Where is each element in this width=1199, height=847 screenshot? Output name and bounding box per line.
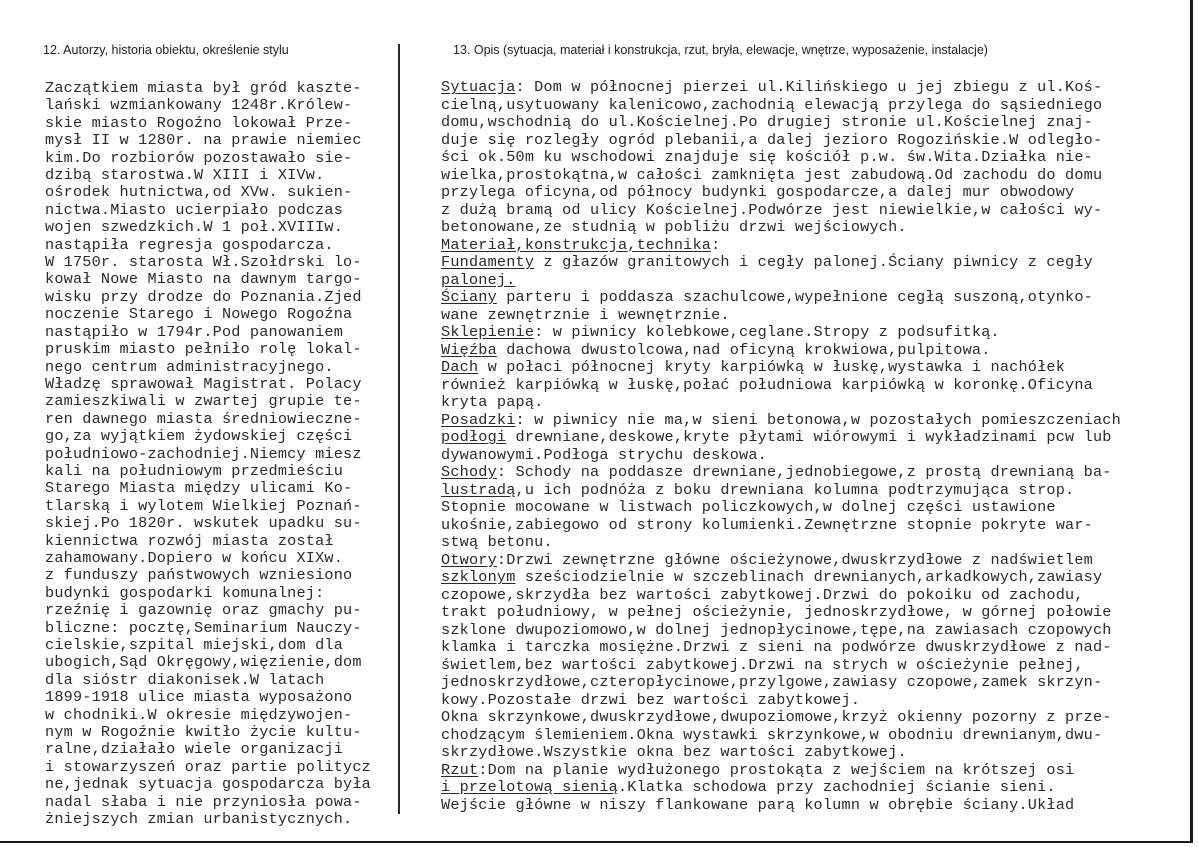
description-text-segment: cielną,usytuowany kalenicowo,zachodnią elewacją przylega do sąsiedniego [441, 95, 1103, 114]
history-text-line: cielskie,szpital miejski,dom dla [45, 636, 344, 654]
section-heading-label: Ściany [441, 288, 497, 306]
history-text-line: bliczne: pocztę,Seminarium Nauczy- [45, 618, 362, 637]
section-heading-label: Sklepienie [441, 323, 535, 341]
history-text-line: nastąpiło w 1794r.Pod panowaniem [45, 322, 344, 341]
description-text-line [441, 324, 1121, 342]
description-text-segment: : Dom w północnej pierzei ul.Kilińskiego u jej zbiegu z ul.Koś- [515, 78, 1103, 96]
history-text-line: 1899-1918 ulice miasta wyposażono [45, 688, 353, 707]
description-text-line [441, 97, 1121, 115]
history-text-line: Starego Miasta między ulicami Ko- [45, 479, 353, 498]
description-text-segment: kryta papą. [441, 393, 544, 411]
description-text-segment: z dużą bramą od ulicy Kościelnej.Podwórze jest niewielkie,w całości wy- [441, 200, 1103, 219]
description-text-segment: .Klatka schodowa przy zachodniej ścianie sieni. [617, 778, 1056, 796]
description-text-line [441, 709, 1121, 727]
description-text-segment: wane zewnętrznie i wewnętrznie. [441, 305, 730, 324]
history-text-line: z funduszy państwowych wzniesiono [45, 566, 353, 585]
history-text-line: południowo-zachodniej.Niemcy miesz [45, 444, 362, 463]
history-text-line: dzibą starostwa.W XIII i XIVw. [45, 166, 325, 185]
history-text-line: pruskim miasto pełniło rolę lokal- [45, 340, 362, 359]
description-text-segment: duje się rozległy ogród plebanii,a dalej jezioro Rogozińskie.W odległo- [441, 130, 1103, 149]
history-text-line: budynki gospodarki komunalnej: [45, 583, 325, 602]
description-text-line [441, 149, 1121, 167]
description-text-segment: również karpiówką w łuskę,połać południowa karpiówką w koronkę.Oficyna [441, 375, 1093, 394]
description-text-line [441, 79, 1121, 97]
description-text-segment: Stopnie mocowane w listwach policzkowych,w dolnej części ustawione [441, 498, 1056, 516]
section-heading-label: lustradą [441, 480, 516, 499]
section-heading-label: Rzut [441, 760, 479, 779]
description-text-segment: dachowa dwustolcowa,nad oficyną krokwiowa,pulpitowa. [496, 340, 991, 359]
history-text-line: Władzę sprawował Magistrat. Polacy [45, 374, 362, 393]
section-heading-label: Materiał,konstrukcja,technika [441, 235, 712, 254]
description-text-segment: : w piwnicy kolebkowe,ceglane.Stropy z podsufitką. [534, 323, 1000, 341]
description-text-line [441, 132, 1121, 150]
description-text-line [441, 552, 1121, 570]
section-heading-label: Dach [441, 358, 479, 376]
history-text-line: noczenie Starego i Nowego Rogoźna [45, 305, 353, 324]
description-text-segment: domu,wschodnią do ul.Kościelnej.Po drugiej stronie ul.Kościelnej znaj- [441, 113, 1093, 131]
description-text-line [441, 762, 1121, 780]
description-text-line [441, 254, 1121, 272]
left-column-header: 12. Autorzy, historia obiektu, określenie stylu [43, 43, 289, 57]
description-text-line [441, 202, 1121, 220]
description-text-line [441, 622, 1121, 640]
history-text-line: w chodniki.W okresie międzywojen- [45, 705, 353, 724]
history-text-line: skie miasto Rogoźno lokował Prze- [45, 113, 353, 132]
description-text-line [441, 604, 1121, 622]
section-heading-label: podłogi [441, 428, 507, 446]
description-text-segment: : w piwnicy nie ma,w sieni betonowa,w pozostałych pomieszczeniach [515, 410, 1121, 429]
description-text-segment: parteru i poddasza szachulcowe,wypełnione cegłą suszoną,otynko- [496, 288, 1093, 306]
description-text-line [441, 674, 1121, 692]
section-heading-label: Otwory [441, 550, 497, 569]
section-heading-label: Sytuacja [441, 78, 516, 96]
column-divider [398, 44, 400, 814]
history-text-line: dla sióstr diakonisek.W latach [45, 670, 325, 689]
history-text-line: ne,jednak sytuacja gospodarcza była [45, 775, 371, 794]
description-text-line [441, 797, 1121, 815]
history-text-line: ralne,działało wiele organizacji [45, 740, 344, 759]
description-text-line [441, 692, 1121, 710]
history-text-line: nictwa.Miasto ucierpiało podczas [45, 200, 344, 219]
description-text-segment: ukośnie,zabiegowo od strony kolumienki.Zewnętrzne stopnie pokryte war- [441, 515, 1093, 534]
description-text-segment: świetlem,bez wartości zabytkowej.Drzwi na strych w ościeżynie pełnej, [441, 655, 1084, 674]
description-text-line [441, 534, 1121, 552]
section-heading-label: Posadzki [441, 410, 516, 429]
history-text-line: Zaczątkiem miasta był gród kaszte- [45, 79, 362, 97]
description-text-segment: stwą betonu. [441, 533, 553, 551]
description-text-segment: :Dom na planie wydłużonego prostokąta z wejściem na krótszej osi [478, 760, 1075, 779]
description-text-segment: : Schody na poddasze drewniane,jednobiegowe,z prostą drewnianą ba- [496, 463, 1112, 481]
history-text-line: skiej.Po 1820r. wskutek upadku su- [45, 514, 362, 533]
description-text-line [441, 517, 1121, 535]
history-text-line: nadal słaba i nie przyniosła powa- [45, 792, 362, 811]
description-text-segment: Okna skrzynkowe,dwuskrzydłowe,dwupoziomowe,krzyż okienny pozorny z prze- [441, 708, 1112, 726]
description-text-line [441, 114, 1121, 132]
description-text-segment: jednoskrzydłowe,czteropłycinowe,przylgowe,zawiasy czopowe,zamek skrzyn- [441, 673, 1103, 691]
description-text-line [441, 412, 1121, 430]
history-text-line: tlarską i wylotem Wielkiej Poznań- [45, 496, 362, 515]
description-text-line [441, 464, 1121, 482]
history-text-line: ubogich,Sąd Okręgowy,więzienie,dom [45, 653, 362, 672]
description-text-line [441, 744, 1121, 762]
history-text-line: W 1750r. starosta Wł.Szołdrski lo- [45, 253, 362, 272]
description-text-line [441, 219, 1121, 237]
section-heading-label: szklonym [441, 568, 516, 586]
description-text-segment: szklone dwupoziomowo,w dolnej jednopłycinowe,tępe,na zawiasach czopowych [441, 620, 1112, 639]
history-text-line: i stowarzyszeń oraz partie politycz [45, 757, 371, 776]
history-text-line: lański wzmiankowany 1248r.Królew- [45, 96, 353, 115]
history-text-line: zamieszkiwali w zwartej grupie te- [45, 392, 362, 411]
description-text-line [441, 447, 1121, 465]
section-heading-label: i przelotową sienią [441, 778, 618, 796]
section-heading-label: Więźba [441, 340, 497, 359]
history-text-line: ren dawnego miasta średniowieczne- [45, 409, 362, 428]
history-text-line: ośrodek hutnictwa,od XVw. sukien- [45, 183, 353, 202]
description-text-segment: czopowe,skrzydła bez wartości zabytkowej.Drzwi do pokoiku od zachodu, [441, 585, 1084, 604]
history-text-line: żniejszych zmian urbanistycznych. [45, 810, 353, 829]
history-text-block [45, 80, 371, 828]
description-text-segment: z głazów granitowych i cegły palonej.Ściany piwnicy z cegły [534, 253, 1093, 271]
description-text-segment: dywanowymi.Podłoga strychu deskowa. [441, 445, 767, 464]
description-text-line [441, 359, 1121, 377]
history-text-line: rzeźnię i gazownię oraz gmachy pu- [45, 601, 362, 620]
history-text-line: kiennictwa rozwój miasta został [45, 531, 334, 550]
description-text-segment: kowy.Pozostałe drzwi bez wartości zabytkowej. [441, 690, 861, 709]
description-text-segment: ,u ich podnóża z boku drewniana kolumna podtrzymująca strop. [515, 480, 1075, 499]
history-text-line: kali na południowym przedmieściu [45, 461, 344, 480]
history-text-line: nastąpiła regresja gospodarcza. [45, 235, 334, 254]
description-text-line [441, 167, 1121, 185]
description-text-segment: wielka,prostokątna,w całości zamknięta jest zabudową.Od zachodu do domu [441, 165, 1103, 184]
history-text-line: nym w Rogoźnie kwitło życie kultu- [45, 723, 362, 742]
description-text-line [441, 499, 1121, 517]
history-text-line: wojen szwedzkich.W 1 poł.XVIIIw. [45, 218, 344, 237]
history-text-line: nego centrum administracyjnego. [45, 357, 334, 376]
description-text-line [441, 429, 1121, 447]
description-text-segment: przylega oficyna,od północy budynki gospodarcze,a dalej mur obwodowy [441, 183, 1075, 201]
history-text-line: kował Nowe Miasto na dawnym targo- [45, 270, 362, 289]
history-text-line: zahamowany.Dopiero w końcu XIXw. [45, 548, 344, 567]
description-text-segment: sześciodzielnie w szczeblinach drewnianych,arkadkowych,zawiasy [515, 568, 1103, 586]
description-text-segment: ści ok.50m ku wschodowi znajduje się kościół p.w. św.Wita.Działka nie- [441, 148, 1093, 166]
description-text-line [441, 272, 1121, 290]
description-text-line [441, 184, 1121, 202]
description-text-line [441, 307, 1121, 325]
section-heading-label: palonej. [441, 270, 516, 289]
description-text-line [441, 569, 1121, 587]
description-text-segment: drewniane,deskowe,kryte płytami wiórowymi i wykładzinami pcw lub [506, 428, 1112, 446]
history-text-line: mysł II w 1280r. na prawie niemiec [45, 131, 362, 150]
description-text-segment: chodzącym ślemieniem.Okna wystawki skrzynkowe,w obodniu drewnianym,dwu- [441, 725, 1103, 744]
right-column-header: 13. Opis (sytuacja, materiał i konstrukcja, rzut, bryła, elewacje, wnętrze, wyposażenie, instalacje) [453, 43, 988, 57]
description-text-line [441, 289, 1121, 307]
section-heading-label: Schody [441, 463, 497, 481]
description-text-line [441, 377, 1121, 395]
description-text-segment: Wejście główne w niszy flankowane parą kolumn w obrębie ściany.Układ [441, 795, 1075, 814]
description-text-segment: :Drzwi zewnętrzne główne ościeżynowe,dwuskrzydłowe z nadświetlem [496, 550, 1093, 569]
description-text-line [441, 237, 1121, 255]
description-text-block [441, 79, 1121, 814]
description-text-segment: trakt południowy, w pełnej ościeżynie, jednoskrzydłowe, w górnej połowie [441, 603, 1112, 621]
description-text-line [441, 657, 1121, 675]
description-text-segment: w połaci północnej kryty karpiówką w łuskę,wystawka i nachółek [478, 358, 1066, 376]
description-text-line [441, 727, 1121, 745]
description-text-line [441, 779, 1121, 797]
history-text-line: wisku przy drodze do Poznania.Zjed [45, 287, 362, 306]
history-text-line: go,za wyjątkiem żydowskiej części [45, 427, 353, 446]
description-text-segment: : [711, 235, 721, 254]
description-text-segment: skrzydłowe.Wszystkie okna bez wartości zabytkowej. [441, 743, 907, 761]
section-heading-label: Fundamenty [441, 253, 535, 271]
description-text-line [441, 342, 1121, 360]
history-text-line: kim.Do rozbiorów pozostawało sie- [45, 148, 353, 167]
description-text-line [441, 639, 1121, 657]
description-text-line [441, 587, 1121, 605]
description-text-segment: betonowane,ze studnią w pobliżu drzwi wejściowych. [441, 218, 907, 236]
description-text-line [441, 394, 1121, 412]
description-text-line [441, 482, 1121, 500]
description-text-segment: klamka i tarczka mosiężne.Drzwi z sieni na podwórze dwuskrzydłowe z nad- [441, 638, 1112, 656]
